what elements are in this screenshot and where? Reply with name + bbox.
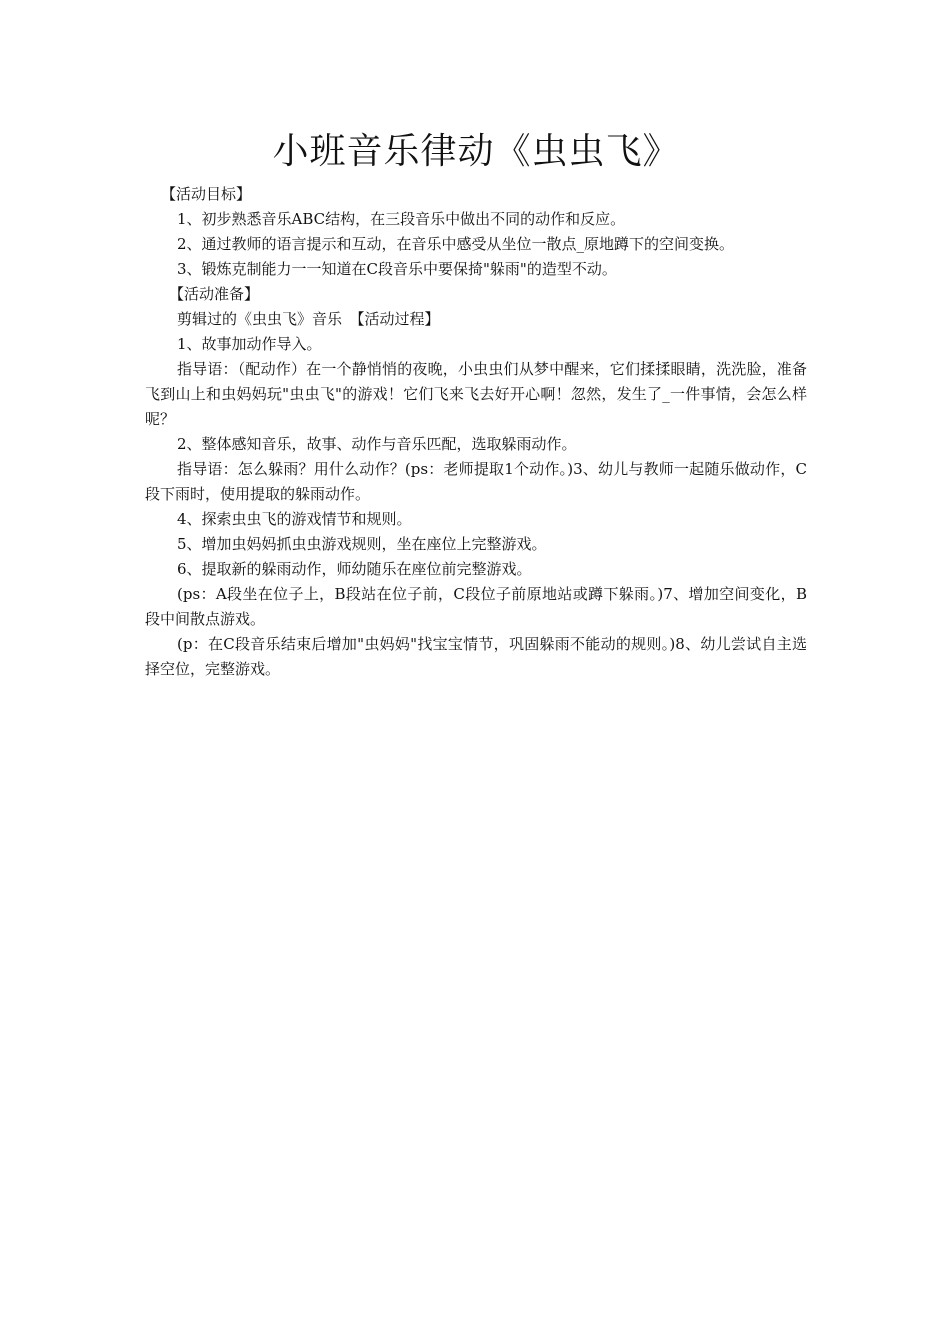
document-body: [145, 128, 807, 682]
note-paragraph-p: (p：在C段音乐结束后增加"虫妈妈"找宝宝情节，巩固躲雨不能动的规则。)8、幼儿尝试自主选择空位，完整游戏。: [145, 635, 807, 678]
process-step-5: 5、增加虫妈妈抓虫虫游戏规则，坐在座位上完整游戏。: [177, 535, 547, 553]
guide-paragraph-1: 指导语：（配动作）在一个静悄悄的夜晚，小虫虫们从梦中醒来，它们揉揉眼睛，洗洗脸，准备飞到山上和虫妈妈玩"虫虫飞"的游戏！它们飞来飞去好开心啊！忽然，发生了_一件事情，会怎么样呢？: [145, 360, 807, 428]
document-title: 小班音乐律动《虫虫飞》: [272, 131, 680, 172]
section-heading-preparation: 【活动准备】: [169, 285, 260, 303]
process-step-2: 2、整体感知音乐，故事、动作与音乐匹配，选取躲雨动作。: [177, 435, 577, 453]
process-step-1: 1、故事加动作导入。: [177, 335, 322, 353]
guide-paragraph-2: 指导语：怎么躲雨？用什么动作？(ps：老师提取1个动作。)3、幼儿与教师一起随乐做动作，C段下雨时，使用提取的躲雨动作。: [145, 460, 807, 503]
goal-item-3: 3、锻炼克制能力一一知道在C段音乐中要保掎"躲雨"的造型不动。: [177, 260, 617, 278]
goal-item-1: 1、初步熟悉音乐ABC结构，在三段音乐中做出不同的动作和反应。: [177, 210, 626, 228]
goal-item-2: 2、通过教师的语言提示和互动，在音乐中感受从坐位一散点_原地蹲下的空间变换。: [177, 235, 735, 253]
note-paragraph-ps: (ps：A段坐在位子上，B段站在位子前，C段位子前原地站或蹲下躲雨。)7、增加空间变化，B段中间散点游戏。: [145, 585, 807, 628]
process-step-6: 6、提取新的躲雨动作，师幼随乐在座位前完整游戏。: [177, 560, 532, 578]
section-heading-goals: 【活动目标】: [161, 185, 252, 203]
preparation-line: 剪辑过的《虫虫飞》音乐 【活动过程】: [177, 310, 440, 328]
process-step-4: 4、探索虫虫飞的游戏情节和规则。: [177, 510, 412, 528]
